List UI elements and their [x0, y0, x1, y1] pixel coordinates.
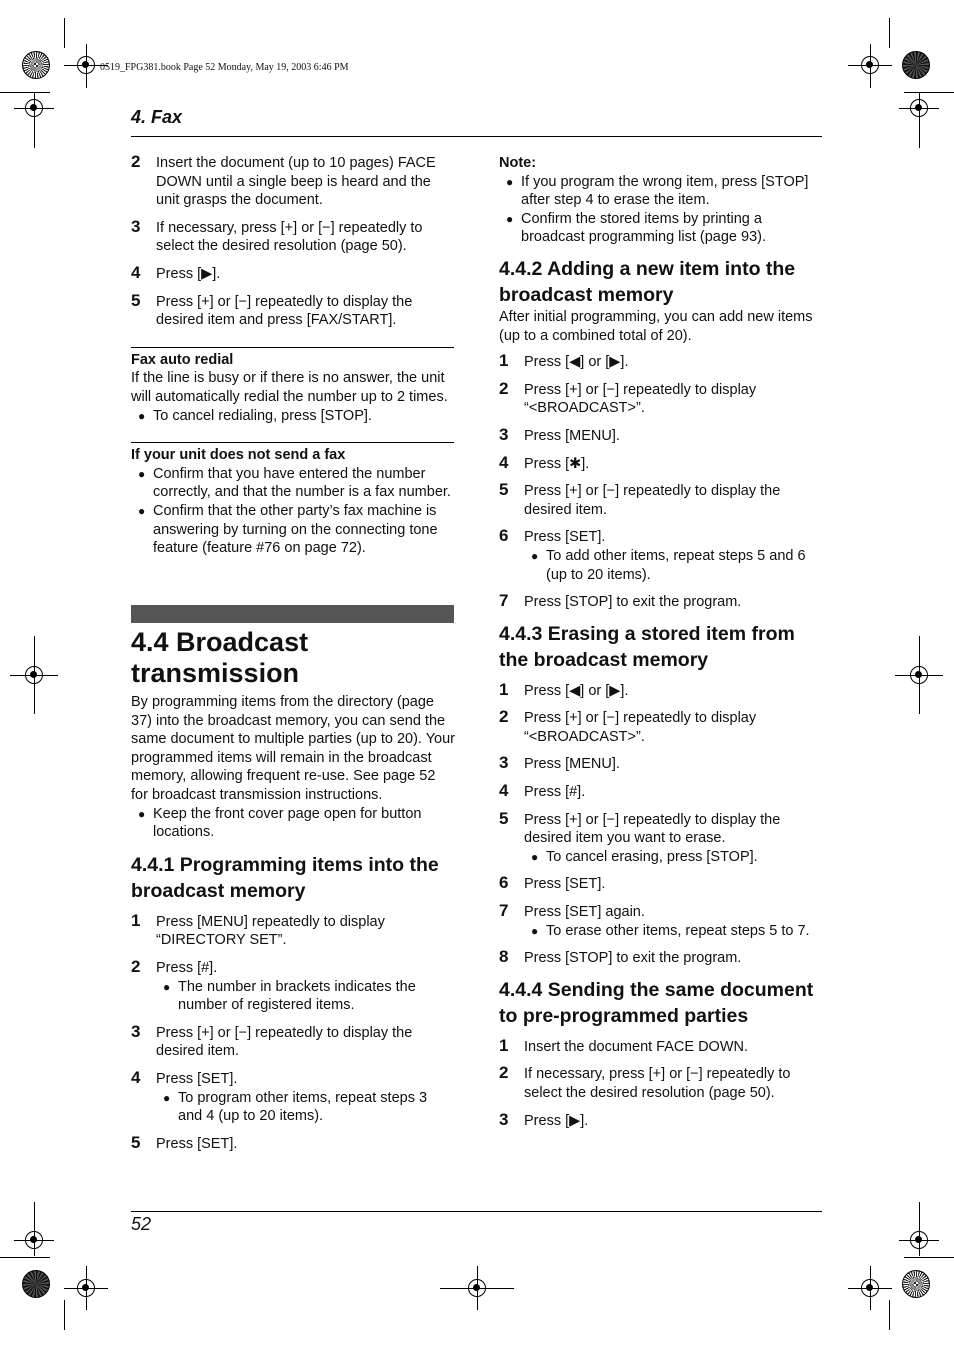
bullet-icon: ● — [138, 503, 146, 518]
crop-mark — [904, 92, 954, 93]
step: 2 Press [#]. — [131, 956, 218, 976]
bullet-item: ● To add other items, repeat steps 5 and 6 (up to 20 items). — [531, 547, 806, 583]
divider — [131, 347, 454, 348]
step: 5 Press [SET]. — [131, 1132, 238, 1152]
bullet-icon: ● — [138, 466, 146, 481]
section-banner — [131, 605, 454, 623]
step: 2 Insert the document (up to 10 pages) FACE DOWN until a single beep is heard and the unit grasps the document. — [131, 152, 436, 209]
step: 3 Press [▶]. — [499, 1109, 589, 1129]
step: 4 Press [#]. — [499, 781, 586, 801]
bullet-icon: ● — [163, 979, 171, 994]
crop-mark — [64, 18, 65, 48]
note-title: Note: — [499, 155, 537, 171]
bullet-item: ● To cancel redialing, press [STOP]. — [138, 407, 372, 424]
redial-title: Fax auto redial — [131, 351, 234, 368]
step: 6 Press [SET]. — [499, 873, 606, 893]
bullet-item: ● Confirm the stored items by printing a broadcast programming list (page 93). — [506, 210, 767, 246]
step: 7 Press [STOP] to exit the program. — [499, 591, 742, 611]
step: 3 If necessary, press [+] or [−] repeatedly to select the desired resolution (page 50). — [131, 216, 423, 255]
bullet-item: ● The number in brackets indicates the number of registered items. — [163, 978, 416, 1014]
print-info-line: 0519_FPG381.book Page 52 Monday, May 19, 2003 6:46 PM — [100, 62, 349, 73]
bullet-item: ● If you program the wrong item, press [STOP] after step 4 to erase the item. — [506, 173, 809, 209]
bullet-item: ● Confirm that the other party’s fax machine is answering by turning on the connecting tone feature (feature #76 on page 72). — [138, 502, 438, 557]
bullet-item: ● To cancel erasing, press [STOP]. — [531, 848, 758, 865]
subsection-title: 4.4.4 Sending the same document to pre-programmed parties — [499, 978, 814, 1027]
subsection-title: 4.4.3 Erasing a stored item from the broadcast memory — [499, 622, 795, 671]
crop-mark — [0, 1257, 50, 1258]
left-column — [131, 154, 455, 558]
bullet-item: ● Keep the front cover page open for button locations. — [138, 805, 422, 841]
header-rule — [131, 136, 822, 137]
crop-mark — [0, 92, 50, 93]
bullet-item: ● To erase other items, repeat steps 5 to 7. — [531, 922, 810, 939]
bullet-icon: ● — [531, 923, 539, 938]
step: 5 Press [+] or [−] repeatedly to display the desired item you want to erase. — [499, 808, 781, 847]
subsection-intro: After initial programming, you can add new items (up to a combined total of 20). — [499, 308, 813, 344]
step: 3 Press [MENU]. — [499, 753, 620, 773]
section-title: 4.4 Broadcast transmission — [131, 627, 309, 688]
bullet-item: ● Confirm that you have entered the number correctly, and that the number is a fax number. — [138, 465, 451, 501]
right-column — [499, 154, 824, 1130]
footer-rule — [131, 1211, 822, 1212]
chapter-title: 4. Fax — [131, 107, 183, 127]
subsection-title: 4.4.1 Programming items into the broadcast memory — [131, 853, 439, 902]
bullet-item: ● To program other items, repeat steps 3 and 4 (up to 20 items). — [163, 1089, 428, 1125]
bullet-icon: ● — [506, 211, 514, 226]
step: 3 Press [MENU]. — [499, 424, 620, 444]
redial-text: If the line is busy or if there is no answer, the unit will automatically redial the number up to 2 times. — [131, 370, 448, 405]
crop-mark — [889, 1300, 890, 1330]
step: 1 Press [MENU] repeatedly to display “DIRECTORY SET”. — [131, 910, 385, 949]
bullet-icon: ● — [506, 174, 514, 189]
step: 5 Press [+] or [−] repeatedly to display the desired item. — [499, 480, 781, 518]
bullet-icon: ● — [163, 1090, 171, 1105]
step: 4 Press [SET]. — [131, 1067, 238, 1087]
crop-mark — [889, 18, 890, 48]
step: 6 Press [SET]. — [499, 526, 606, 546]
registration-starburst-bottom-right — [902, 1270, 930, 1298]
crop-mark — [904, 1257, 954, 1258]
bullet-icon: ● — [138, 408, 146, 423]
crop-mark — [64, 1300, 65, 1330]
step: 2 If necessary, press [+] or [−] repeatedly to select the desired resolution (page 50). — [499, 1063, 791, 1101]
step: 4 Press [✱]. — [499, 452, 590, 472]
registration-starburst-top-right — [902, 51, 930, 79]
not-send-title: If your unit does not send a fax — [131, 447, 346, 464]
step: 2 Press [+] or [−] repeatedly to display “<BROADCAST>”. — [499, 378, 757, 417]
step: 7 Press [SET] again. — [499, 901, 645, 921]
page-number: 52 — [131, 1214, 152, 1234]
step: 3 Press [+] or [−] repeatedly to display the desired item. — [131, 1021, 413, 1060]
bullet-icon: ● — [138, 806, 146, 821]
step: 4 Press [▶]. — [131, 262, 221, 282]
step: 1 Insert the document FACE DOWN. — [499, 1035, 749, 1055]
left-column-section — [131, 627, 455, 1153]
bullet-icon: ● — [531, 849, 539, 864]
divider — [131, 442, 454, 443]
step: 1 Press [◀] or [▶]. — [499, 351, 629, 371]
step: 8 Press [STOP] to exit the program. — [499, 947, 742, 967]
step: 5 Press [+] or [−] repeatedly to display the desired item and press [FAX/START]. — [131, 290, 413, 329]
registration-starburst-bottom-left — [22, 1270, 50, 1298]
bullet-icon: ● — [531, 548, 539, 563]
step: 1 Press [◀] or [▶]. — [499, 679, 629, 699]
step: 2 Press [+] or [−] repeatedly to display “<BROADCAST>”. — [499, 707, 757, 745]
subsection-title: 4.4.2 Adding a new item into the broadcast memory — [499, 257, 796, 306]
section-intro: By programming items from the directory (page 37) into the broadcast memory, you can send the same document to multiple parties (up to 20). Your programmed items will remain in the broadcast memory, allowing frequent re-use. See page 52 for broadcast transmission instructions. — [131, 694, 456, 803]
registration-starburst-top-left — [22, 51, 50, 79]
